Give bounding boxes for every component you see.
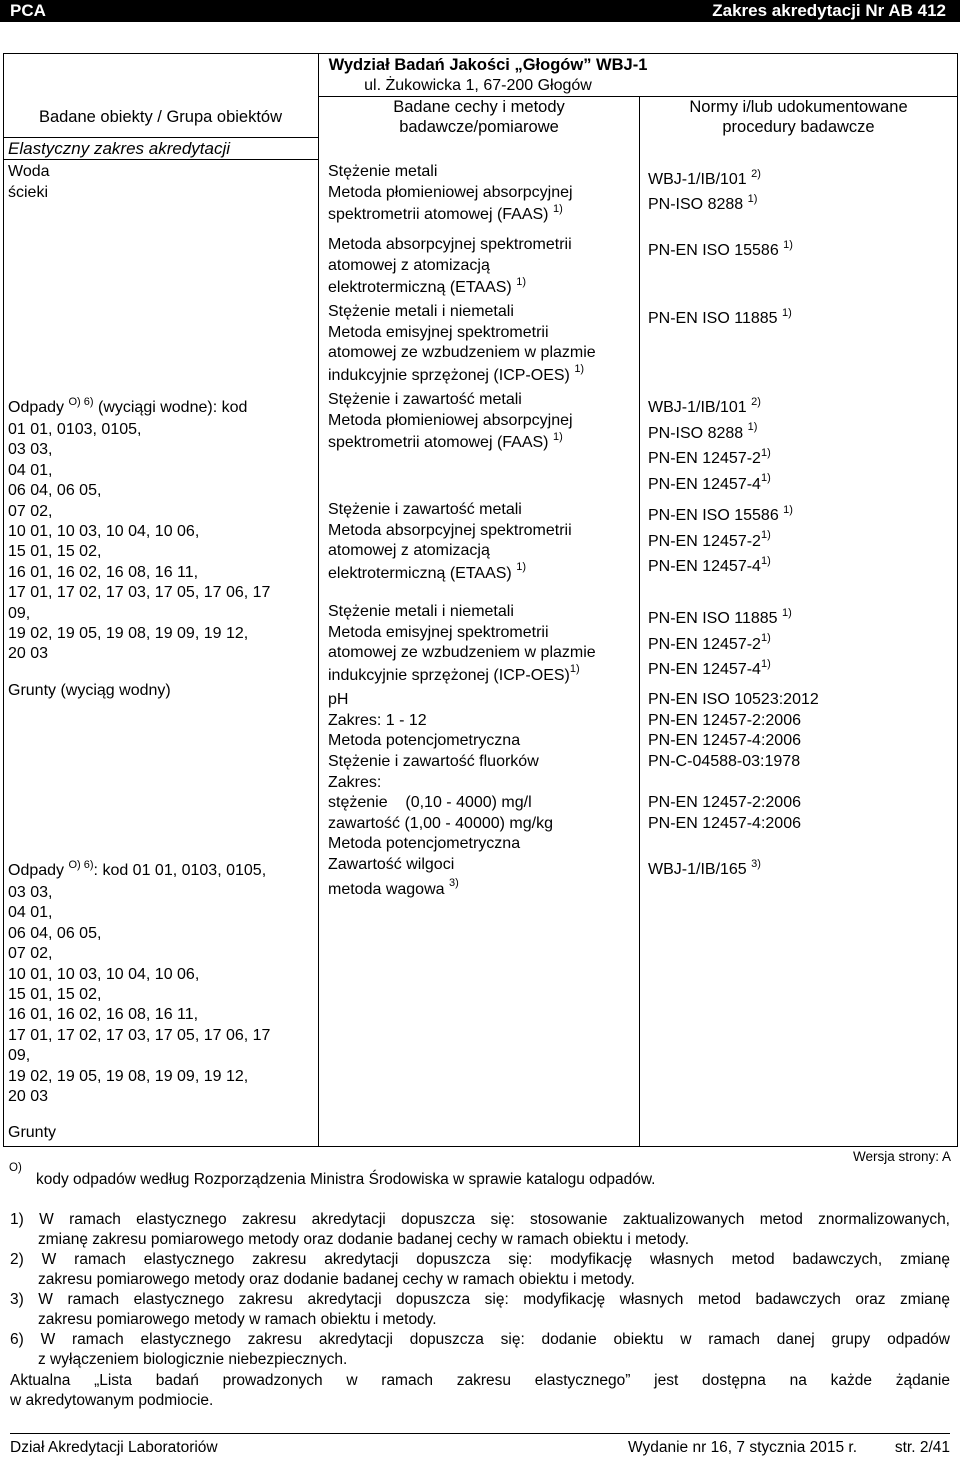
page-header xyxy=(0,0,960,22)
code-line: 16 01, 16 02, 16 08, 16 11, xyxy=(8,1006,199,1024)
footnote-6: 6) W ramach elastycznego zakresu akredytacji dopuszcza się: dodanie obiektu w ramach danej grupy odpadów z wyłączeniem biologicznie niebezpiecznych. xyxy=(10,1331,950,1368)
code-line: 09, xyxy=(8,604,31,622)
method-block-2: Metoda absorpcyjnej spektrometrii atomowej z atomizacją elektrotermiczną (ETAAS) $^{1)}$ xyxy=(328,236,572,296)
method-block-6: Stężenie metali i niemetali Metoda emisyjnej spektrometrii atomowej ze wzbudzeniem w plazmie indukcyjnie sprzężonej $(ICP-OES)^{1)}$ xyxy=(328,603,596,684)
table-border-top xyxy=(3,53,958,54)
footer-rule xyxy=(10,1433,950,1434)
norm-block-2: PN-EN ISO 15586 $^{1)}$ xyxy=(648,238,793,259)
footer-left: Dział Akredytacji Laboratoriów xyxy=(10,1439,218,1456)
norm-block-1: WBJ-1/IB/101 $^{2)}$ PN-ISO 8288 $^{1)}$ xyxy=(648,167,761,213)
code-line: 06 04, 06 05, xyxy=(8,924,102,942)
table-border-bottom xyxy=(3,1146,958,1147)
object-odpady: Odpady $^{O) 6)}$: kod 01 01, 0103, 0105, xyxy=(8,858,267,879)
object-scieki: ścieki xyxy=(8,184,49,201)
column-header-norms-2: procedury badawcze xyxy=(722,118,875,136)
table-border-left xyxy=(3,53,4,1146)
method-block-5: Stężenie i zawartość metali Metoda absorpcyjnej spektrometrii atomowej z atomizacją elektrotermiczną (ETAAS) $^{1)}$ xyxy=(328,501,572,582)
flexible-scope-label: Elastyczny zakres akredytacji xyxy=(8,139,231,158)
norm-block-5: PN-EN ISO 15586 $^{1)}$ PN-EN 12457-2$^{1)}$ PN-EN 12457-4$^{1)}$ xyxy=(648,503,793,575)
code-line: 03 03, xyxy=(8,884,53,901)
code-line: 17 01, 17 02, 17 03, 17 05, 17 06, 17 xyxy=(8,584,271,602)
unit-name: Wydział Badań Jakości „Głogów” WBJ-1 xyxy=(328,56,648,74)
footer-edition: Wydanie nr 16, 7 stycznia 2015 r. xyxy=(628,1439,858,1456)
code-line: 01 01, 0103, 0105, xyxy=(8,421,142,438)
flex-divider xyxy=(3,159,318,160)
footer-page: str. 2/41 xyxy=(894,1439,950,1456)
footnote-o-text: kody odpadów według Rozporządzenia Ministra Środowiska w sprawie katalogu odpadów. xyxy=(36,1171,656,1188)
method-block-9: Zawartość wilgoci metoda wagowa $^{3)}$ xyxy=(328,856,459,898)
norm-block-7: PN-EN ISO 10523:2012 PN-EN 12457-2:2006 PN-EN 12457-4:2006 PN-C-04588-03:1978 xyxy=(648,691,819,770)
column-header-norms-1: Normy i/lub udokumentowane xyxy=(689,98,908,116)
norm-block-4: WBJ-1/IB/101 $^{2)}$ PN-ISO 8288 $^{1)}$ PN-EN 12457-2$^{1)}$ PN-EN 12457-4$^{1)}$ xyxy=(648,395,771,493)
code-line: 04 01, xyxy=(8,461,53,479)
code-line: 20 03 xyxy=(8,1088,49,1106)
object-woda: Woda xyxy=(8,163,50,180)
flexible-list-note: Aktualna „Lista badań prowadzonych w ramach zakresu elastycznego” jest dostępna na każde żądanie w akredytowanym podmiocie. xyxy=(10,1372,950,1409)
table-border-right xyxy=(957,53,958,1146)
column-header-methods-2: badawcze/pomiarowe xyxy=(399,118,559,136)
method-block-8: Stężenie i zawartość fluorków Zakres: stężenie (0,10 - 4000) mg/l zawartość (1,00 - 40000) mg/kg Metoda potencjometryczna xyxy=(328,753,553,852)
code-line: 09, xyxy=(8,1047,31,1065)
method-block-4: Stężenie i zawartość metali Metoda płomieniowej absorpcyjnej spektrometrii atomowej (FAAS) $^{1)}$ xyxy=(328,391,573,451)
footnote-1: 1) W ramach elastycznego zakresu akredytacji dopuszcza się: stosowanie zaktualizowanych metod znormalizowanych, zmianę zakresu pomiarowego metody oraz dodanie badanej cechy w ramach obiektu i metody. xyxy=(10,1211,950,1248)
code-line: 10 01, 10 03, 10 04, 10 06, xyxy=(8,523,200,541)
code-line: 10 01, 10 03, 10 04, 10 06, xyxy=(8,965,200,983)
norm-block-6: PN-EN ISO 11885 $^{1)}$ PN-EN 12457-2$^{1)}$ PN-EN 12457-4$^{1)}$ xyxy=(648,606,792,678)
object-grunty: Grunty xyxy=(8,1124,57,1141)
code-line: 06 04, 06 05, xyxy=(8,482,102,500)
footnote-2: 2) W ramach elastycznego zakresu akredytacji dopuszcza się: modyfikację własnych metod badawczych, zmianę zakresu pomiarowego metody oraz dodanie badanej cechy w ramach obiektu i metody. xyxy=(10,1251,950,1288)
codes-list-2 xyxy=(8,883,270,1107)
header-left: PCA xyxy=(10,1,46,20)
norm-block-8: PN-EN 12457-2:2006 PN-EN 12457-4:2006 xyxy=(648,794,801,832)
header-right: Zakres akredytacji Nr AB 412 xyxy=(712,1,946,20)
code-line: 20 03 xyxy=(8,645,49,663)
object-odpady-wyciagi: Odpady $^{O) 6)}$ (wyciągi wodne): kod xyxy=(8,395,248,416)
column-divider-1 xyxy=(318,53,319,1146)
code-line: 07 02, xyxy=(8,945,53,963)
codes-list-1 xyxy=(8,420,270,665)
page-version: Wersja strony: A xyxy=(852,1149,951,1164)
column-header-methods-1: Badane cechy i metody xyxy=(393,98,565,116)
code-line: 16 01, 16 02, 16 08, 16 11, xyxy=(8,563,199,581)
column-divider-2 xyxy=(639,96,640,1146)
method-block-7: pH Zakres: 1 - 12 Metoda potencjometryczna xyxy=(328,691,521,749)
norm-block-3: PN-EN ISO 11885 $^{1)}$ xyxy=(648,306,792,327)
norm-block-9: WBJ-1/IB/165 $^{3)}$ xyxy=(648,857,761,878)
column-header-objects: Badane obiekty / Grupa obiektów xyxy=(38,108,283,126)
code-line: 04 01, xyxy=(8,904,53,922)
footnote-o-marker: O) xyxy=(9,1162,22,1174)
code-line: 15 01, 15 02, xyxy=(8,986,102,1004)
footnote-3: 3) W ramach elastycznego zakresu akredytacji dopuszcza się: modyfikację własnych metod badawczych oraz zmianę zakresu pomiarowego metody w ramach obiektu i metody. xyxy=(10,1291,950,1328)
method-block-3: Stężenie metali i niemetali Metoda emisyjnej spektrometrii atomowej ze wzbudzeniem w plazmie indukcyjnie sprzężonej (ICP-OES) $^{1)}$ xyxy=(328,303,596,384)
unit-address: ul. Żukowicka 1, 67-200 Głogów xyxy=(364,77,592,94)
object-grunty-wyciag: Grunty (wyciąg wodny) xyxy=(8,682,171,699)
code-line: 19 02, 19 05, 19 08, 19 09, 19 12, xyxy=(8,1067,249,1085)
header-divider-left xyxy=(3,137,318,138)
code-line: 19 02, 19 05, 19 08, 19 09, 19 12, xyxy=(8,625,249,643)
method-block-1: Stężenie metali Metoda płomieniowej absorpcyjnej spektrometrii atomowej (FAAS) $^{1)}$ xyxy=(328,163,573,223)
code-line: 03 03, xyxy=(8,441,53,459)
code-line: 07 02, xyxy=(8,502,53,520)
code-line: 17 01, 17 02, 17 03, 17 05, 17 06, 17 xyxy=(8,1026,271,1044)
code-line: 15 01, 15 02, xyxy=(8,543,102,561)
